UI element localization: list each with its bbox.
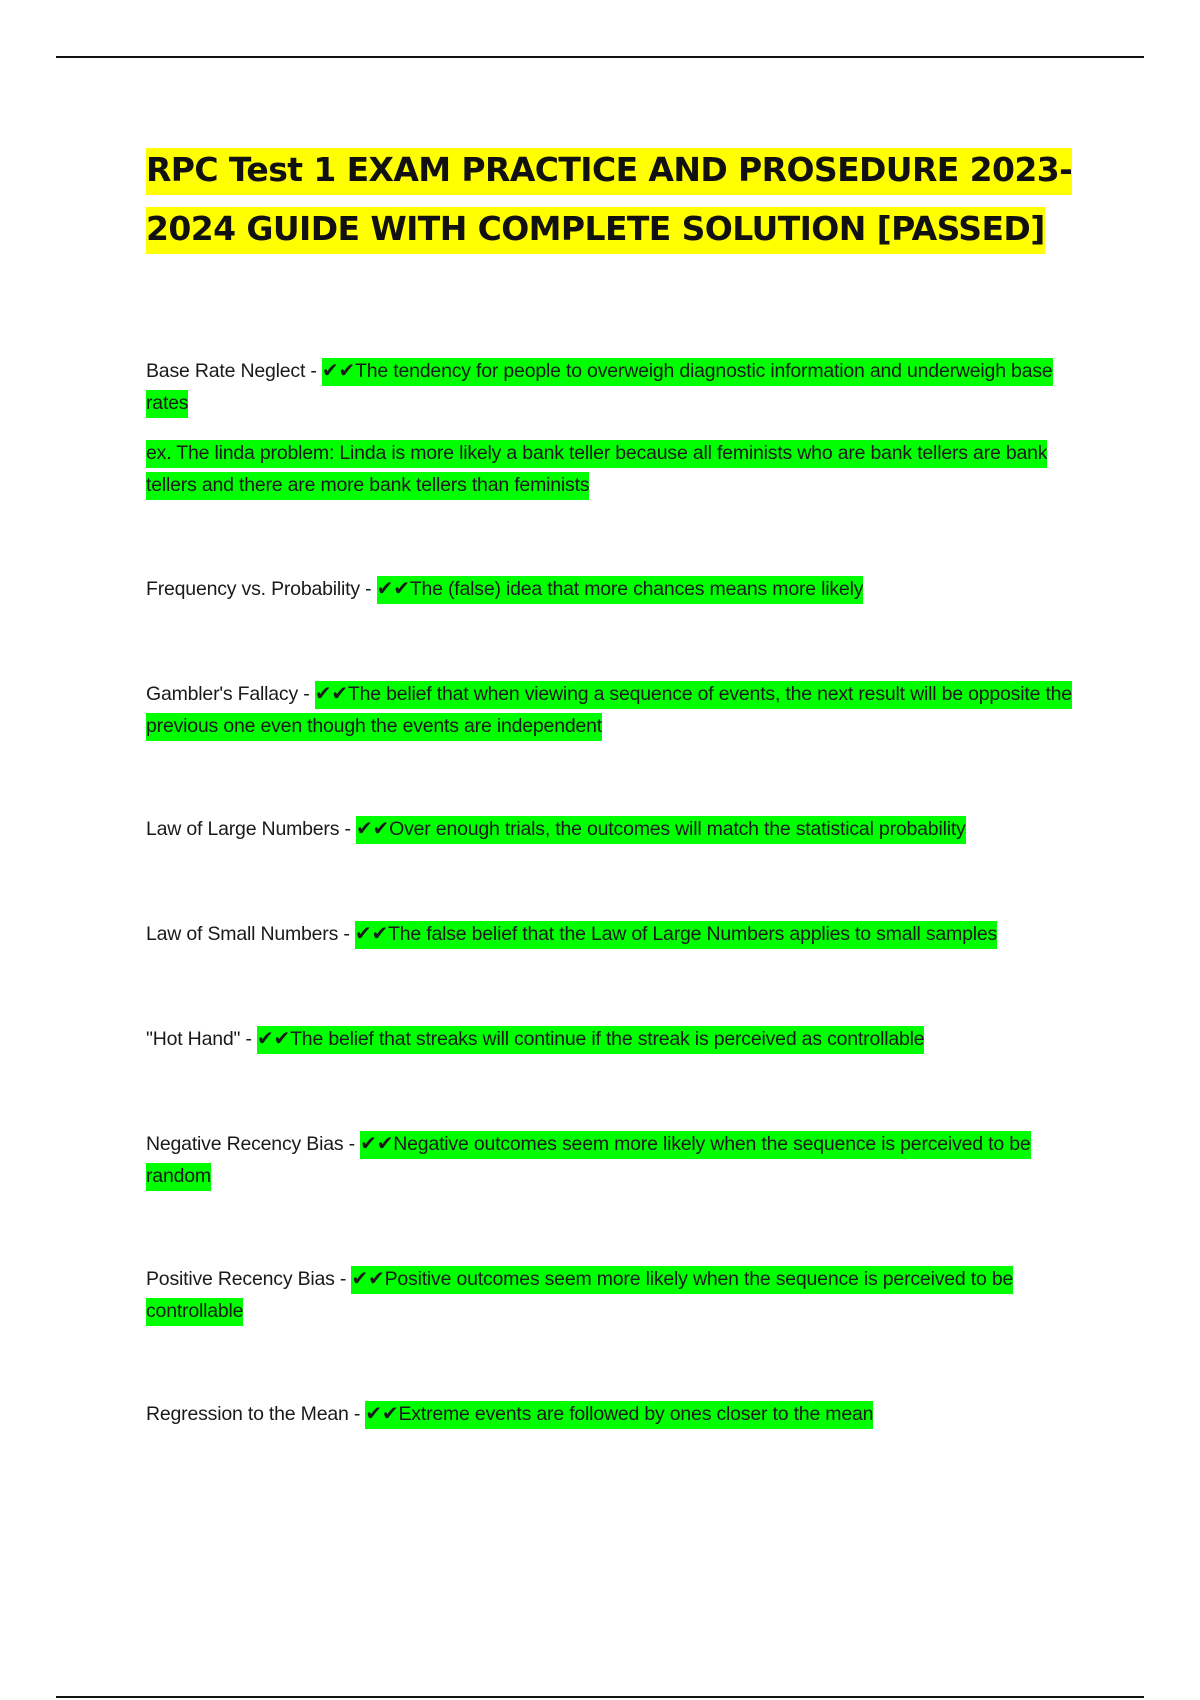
definition-text: The belief that streaks will continue if the streak is perceived as controllable	[290, 1028, 925, 1050]
term-label: "Hot Hand" -	[146, 1028, 257, 1050]
check-marks-icon: ✔✔	[354, 921, 389, 945]
term-entry-regression-to-the-mean	[146, 1397, 1091, 1430]
definition-text: The (false) idea that more chances means more likely	[409, 578, 864, 600]
title-highlight: RPC Test 1 EXAM PRACTICE AND PROSEDURE 2023-2024 GUIDE WITH COMPLETE SOLUTION [PASSED]	[146, 148, 1072, 254]
term-entry-hot-hand	[146, 1022, 1091, 1055]
term-label: Law of Large Numbers -	[146, 818, 356, 840]
definition-text: Over enough trials, the outcomes will match the statistical probability	[389, 818, 966, 840]
term-entry-frequency-vs-probability	[146, 572, 1091, 605]
definition-text: The belief that when viewing a sequence of events, the next result will be opposite the previous one even though the events are independent	[146, 683, 1072, 737]
term-entry-positive-recency-bias	[146, 1262, 1091, 1327]
term-entry-law-of-large-numbers	[146, 812, 1091, 845]
term-label: Frequency vs. Probability -	[146, 578, 377, 600]
definition-text: Extreme events are followed by ones closer to the mean	[398, 1403, 874, 1425]
term-label: Base Rate Neglect -	[146, 360, 322, 382]
document-title	[146, 140, 1106, 258]
term-label: Positive Recency Bias -	[146, 1268, 352, 1290]
term-label: Negative Recency Bias -	[146, 1133, 361, 1155]
definition-text: Positive outcomes seem more likely when the sequence is perceived to be controllable	[146, 1268, 1014, 1322]
definition-highlight	[355, 921, 997, 949]
check-marks-icon: ✔✔	[256, 1026, 291, 1050]
term-entry-law-of-small-numbers	[146, 917, 1091, 950]
term-label: Gambler's Fallacy -	[146, 683, 315, 705]
definition-highlight	[356, 816, 966, 844]
definition-text: The false belief that the Law of Large Numbers applies to small samples	[388, 923, 998, 945]
check-marks-icon: ✔✔	[321, 358, 356, 382]
definition-highlight	[257, 1026, 924, 1054]
check-marks-icon: ✔✔	[351, 1266, 385, 1290]
check-marks-icon: ✔✔	[365, 1401, 399, 1425]
check-marks-icon: ✔✔	[376, 576, 410, 600]
definition-highlight	[365, 1401, 873, 1429]
definition-text: The tendency for people to overweigh diagnostic information and underweigh base rates	[146, 360, 1053, 414]
term-entry-gamblers-fallacy	[146, 677, 1091, 742]
check-marks-icon: ✔✔	[356, 816, 390, 840]
term-entry-negative-recency-bias	[146, 1127, 1091, 1192]
example-entry-base-rate-neglect	[146, 437, 1091, 501]
definition-text: Negative outcomes seem more likely when the sequence is perceived to be random	[146, 1133, 1031, 1187]
term-label: Regression to the Mean -	[146, 1403, 366, 1425]
example-text: ex. The linda problem: Linda is more likely a bank teller because all feminists who are bank tellers are bank tellers and there are more bank tellers than feminists	[146, 440, 1047, 500]
top-rule	[56, 56, 1144, 58]
definition-highlight	[377, 576, 864, 604]
term-label: Law of Small Numbers -	[146, 923, 355, 945]
check-marks-icon: ✔✔	[314, 681, 348, 705]
term-entry-base-rate-neglect	[146, 354, 1091, 419]
check-marks-icon: ✔✔	[360, 1131, 394, 1155]
bottom-rule	[56, 1696, 1144, 1698]
